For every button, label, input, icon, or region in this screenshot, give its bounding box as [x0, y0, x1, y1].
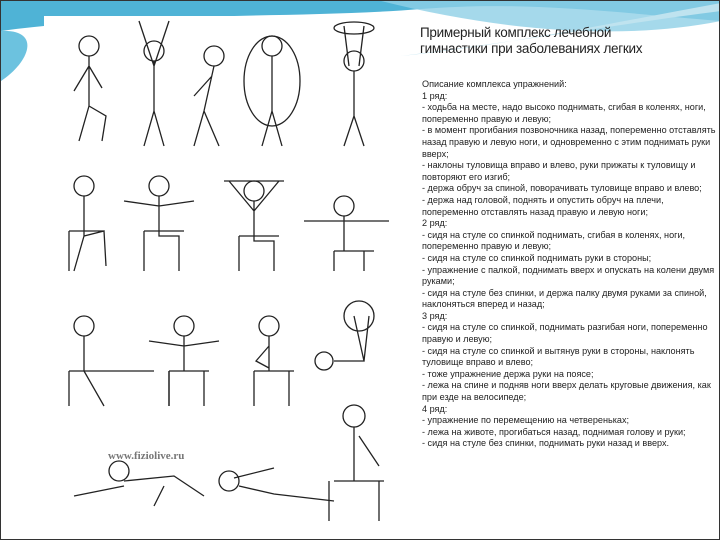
row-heading: 3 ряд:: [422, 310, 448, 321]
exercise-item: - держа над головой, поднять и опустить обруч на плечи, попеременно отставлять назад правую и левую ноги;: [422, 194, 664, 217]
title-line-1: Примерный комплекс лечебной: [420, 25, 612, 40]
exercise-figures-drawing: [44, 16, 401, 528]
slide-title: [420, 25, 710, 57]
exercise-item: - сидя на стуле со спинкой поднимать руки в стороны;: [422, 252, 652, 263]
title-line-2: гимнастики при заболеваниях легких: [420, 41, 643, 56]
exercise-item: - сидя на стуле со спинкой, поднимать разгибая ноги, попеременно правую и левую;: [422, 322, 708, 345]
exercise-item: - тоже упражнение держа руки на поясе;: [422, 368, 594, 379]
exercise-item: - ходьба на месте, надо высоко поднимать, сгибая в коленях, ноги, попеременно правую и левую;: [422, 102, 706, 124]
row-heading: 1 ряд:: [422, 90, 448, 101]
exercise-item: - упражнение по перемещению на четвереньках;: [422, 415, 630, 426]
exercise-item: - сидя на стуле со спинкой поднимать, сгибая в коленях, ноги, попеременно правую и левую;: [422, 229, 686, 252]
exercise-item: - лежа на животе, прогибаться назад, поднимая голову и руки;: [422, 426, 686, 437]
exercise-item: - в момент прогибания позвоночника назад, попеременно отставлять назад правую и левую ноги, и одновременно с этим поднимать руки вверх;: [422, 125, 716, 159]
exercise-item: - сидя на стуле со спинкой и вытянув руки в стороны, наклонять туловище вправо и влево;: [422, 345, 695, 368]
description-heading: Описание комплекса упражнений:: [422, 79, 567, 89]
exercise-item: - наклоны туловища вправо и влево, руки прижаты к туловищу и повторяют его изгиб;: [422, 160, 696, 182]
exercise-item: - держа обруч за спиной, поворачивать туловище вправо и влево;: [422, 183, 702, 194]
exercise-item: - упражнение с палкой, поднимать вверх и опускать на колени двумя руками;: [422, 264, 715, 287]
row-heading: 4 ряд:: [422, 403, 448, 414]
exercise-illustration: [44, 16, 401, 528]
exercise-item: - сидя на стуле без спинки, поднимать руки назад и вверх.: [422, 438, 670, 449]
row-heading: 2 ряд:: [422, 218, 448, 229]
exercise-item: - сидя на стуле без спинки, и держа палку двумя руками за спиной, наклоняться вперед и назад;: [422, 287, 707, 310]
exercise-description: [422, 79, 718, 450]
watermark-text: www.fiziolive.ru: [108, 450, 185, 462]
exercise-item: - лежа на спине и подняв ноги вверх делать круговые движения, как при езде на велосипеде;: [422, 380, 711, 403]
